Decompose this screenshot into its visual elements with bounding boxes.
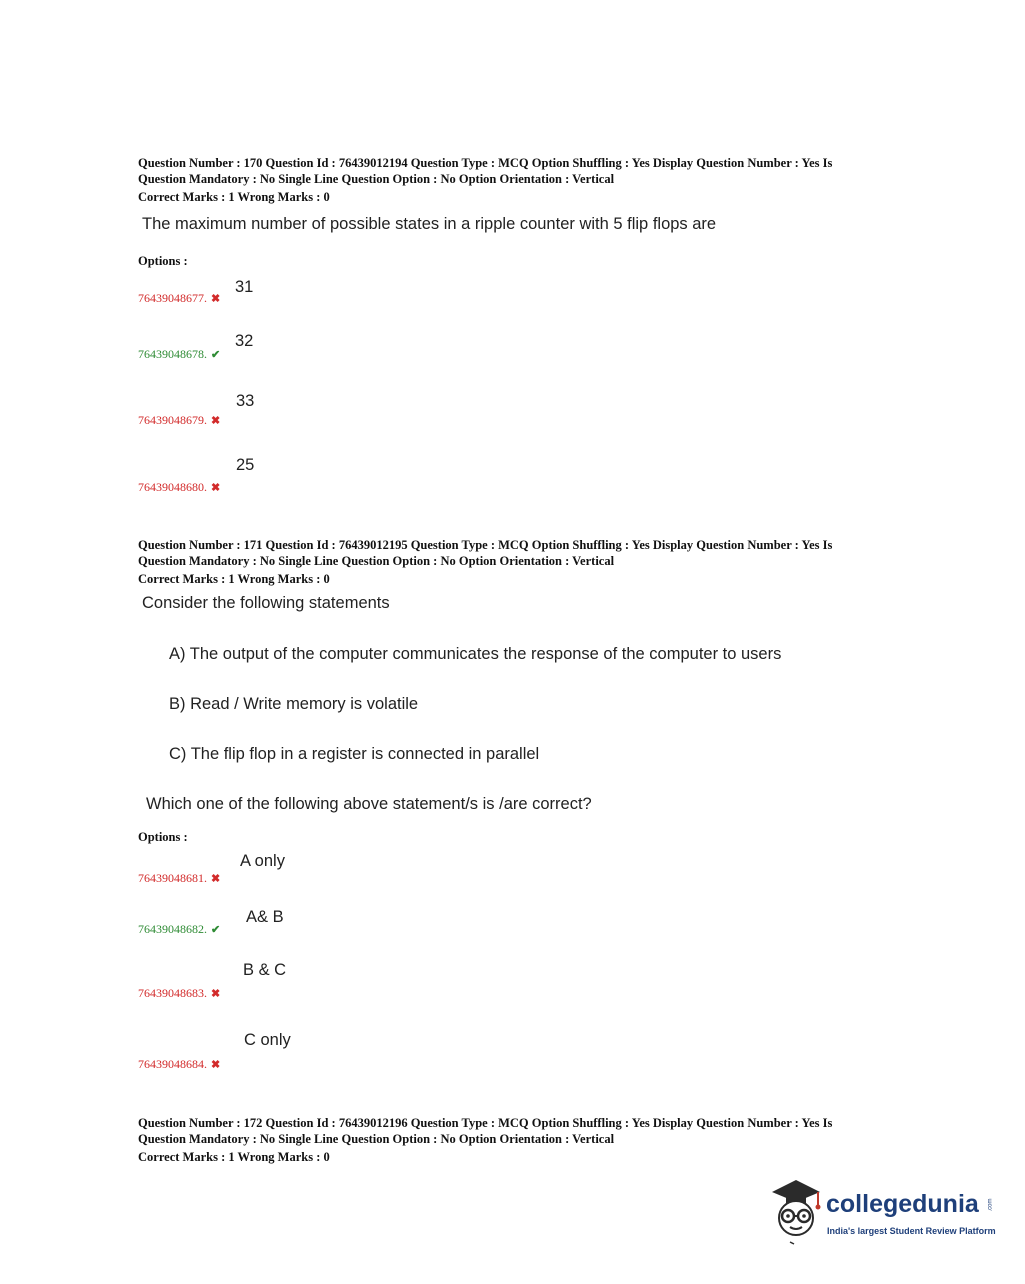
question-marks: Correct Marks : 1 Wrong Marks : 0 <box>138 572 330 586</box>
cross-mark-icon: ✖ <box>211 293 221 305</box>
option-value: A only <box>240 852 285 870</box>
cross-mark-icon: ✖ <box>211 1059 221 1071</box>
option-id: 76439048679. ✖ <box>138 413 221 427</box>
option-id: 76439048684. ✖ <box>138 1057 221 1071</box>
option-value: C only <box>244 1031 291 1049</box>
option-value: A& B <box>246 908 284 926</box>
question-marks: Correct Marks : 1 Wrong Marks : 0 <box>138 190 330 204</box>
question-172-meta <box>138 1115 898 1165</box>
option-value: 31 <box>235 278 254 296</box>
statement-b: B) Read / Write memory is volatile <box>169 695 419 713</box>
option-value: B & C <box>243 961 287 979</box>
statement-a: A) The output of the computer communicates the response of the computer to users <box>169 645 782 663</box>
logo-com: .com <box>987 1198 994 1212</box>
options-label: Options : <box>138 254 188 268</box>
option-id: 76439048680. ✖ <box>138 480 221 494</box>
option-id: 76439048682. ✔ <box>138 922 221 936</box>
option-value: 25 <box>236 456 255 474</box>
statement-c: C) The flip flop in a register is connected in parallel <box>169 745 540 763</box>
options-label: Options : <box>138 830 188 844</box>
cross-mark-icon: ✖ <box>211 988 221 1000</box>
question-meta-line2: Question Mandatory : No Single Line Question Option : No Option Orientation : Vertical <box>138 554 615 568</box>
question-meta-line2: Question Mandatory : No Single Line Question Option : No Option Orientation : Vertical <box>138 172 615 186</box>
logo-name: collegedunia <box>826 1190 979 1218</box>
question-171-meta <box>138 537 898 587</box>
option-id: 76439048681. ✖ <box>138 871 221 885</box>
question-meta-line2: Question Mandatory : No Single Line Question Option : No Option Orientation : Vertical <box>138 1132 615 1146</box>
question-meta-line1: Question Number : 172 Question Id : 76439012196 Question Type : MCQ Option Shuffling : Yes Display Question Number : Yes Is <box>138 1116 833 1130</box>
check-mark-icon: ✔ <box>211 924 221 936</box>
logo-tagline: India's largest Student Review Platform <box>827 1226 996 1236</box>
question-170-text: The maximum number of possible states in a ripple counter with 5 flip flops are <box>142 215 717 233</box>
check-mark-icon: ✔ <box>211 349 221 361</box>
cross-mark-icon: ✖ <box>211 873 221 885</box>
question-170-meta <box>138 155 898 205</box>
cross-mark-icon: ✖ <box>211 415 221 427</box>
question-171-text: Consider the following statements <box>142 594 390 612</box>
option-value: 33 <box>236 392 255 410</box>
option-id: 76439048677. ✖ <box>138 291 221 305</box>
option-id: 76439048678. ✔ <box>138 347 221 361</box>
question-meta-line1: Question Number : 171 Question Id : 76439012195 Question Type : MCQ Option Shuffling : Yes Display Question Number : Yes Is <box>138 538 833 552</box>
question-prompt: Which one of the following above statement/s is /are correct? <box>146 795 592 813</box>
question-meta-line1: Question Number : 170 Question Id : 76439012194 Question Type : MCQ Option Shuffling : Yes Display Question Number : Yes Is <box>138 156 833 170</box>
option-value: 32 <box>235 332 254 350</box>
cross-mark-icon: ✖ <box>211 482 221 494</box>
question-marks: Correct Marks : 1 Wrong Marks : 0 <box>138 1150 330 1164</box>
option-id: 76439048683. ✖ <box>138 986 221 1000</box>
